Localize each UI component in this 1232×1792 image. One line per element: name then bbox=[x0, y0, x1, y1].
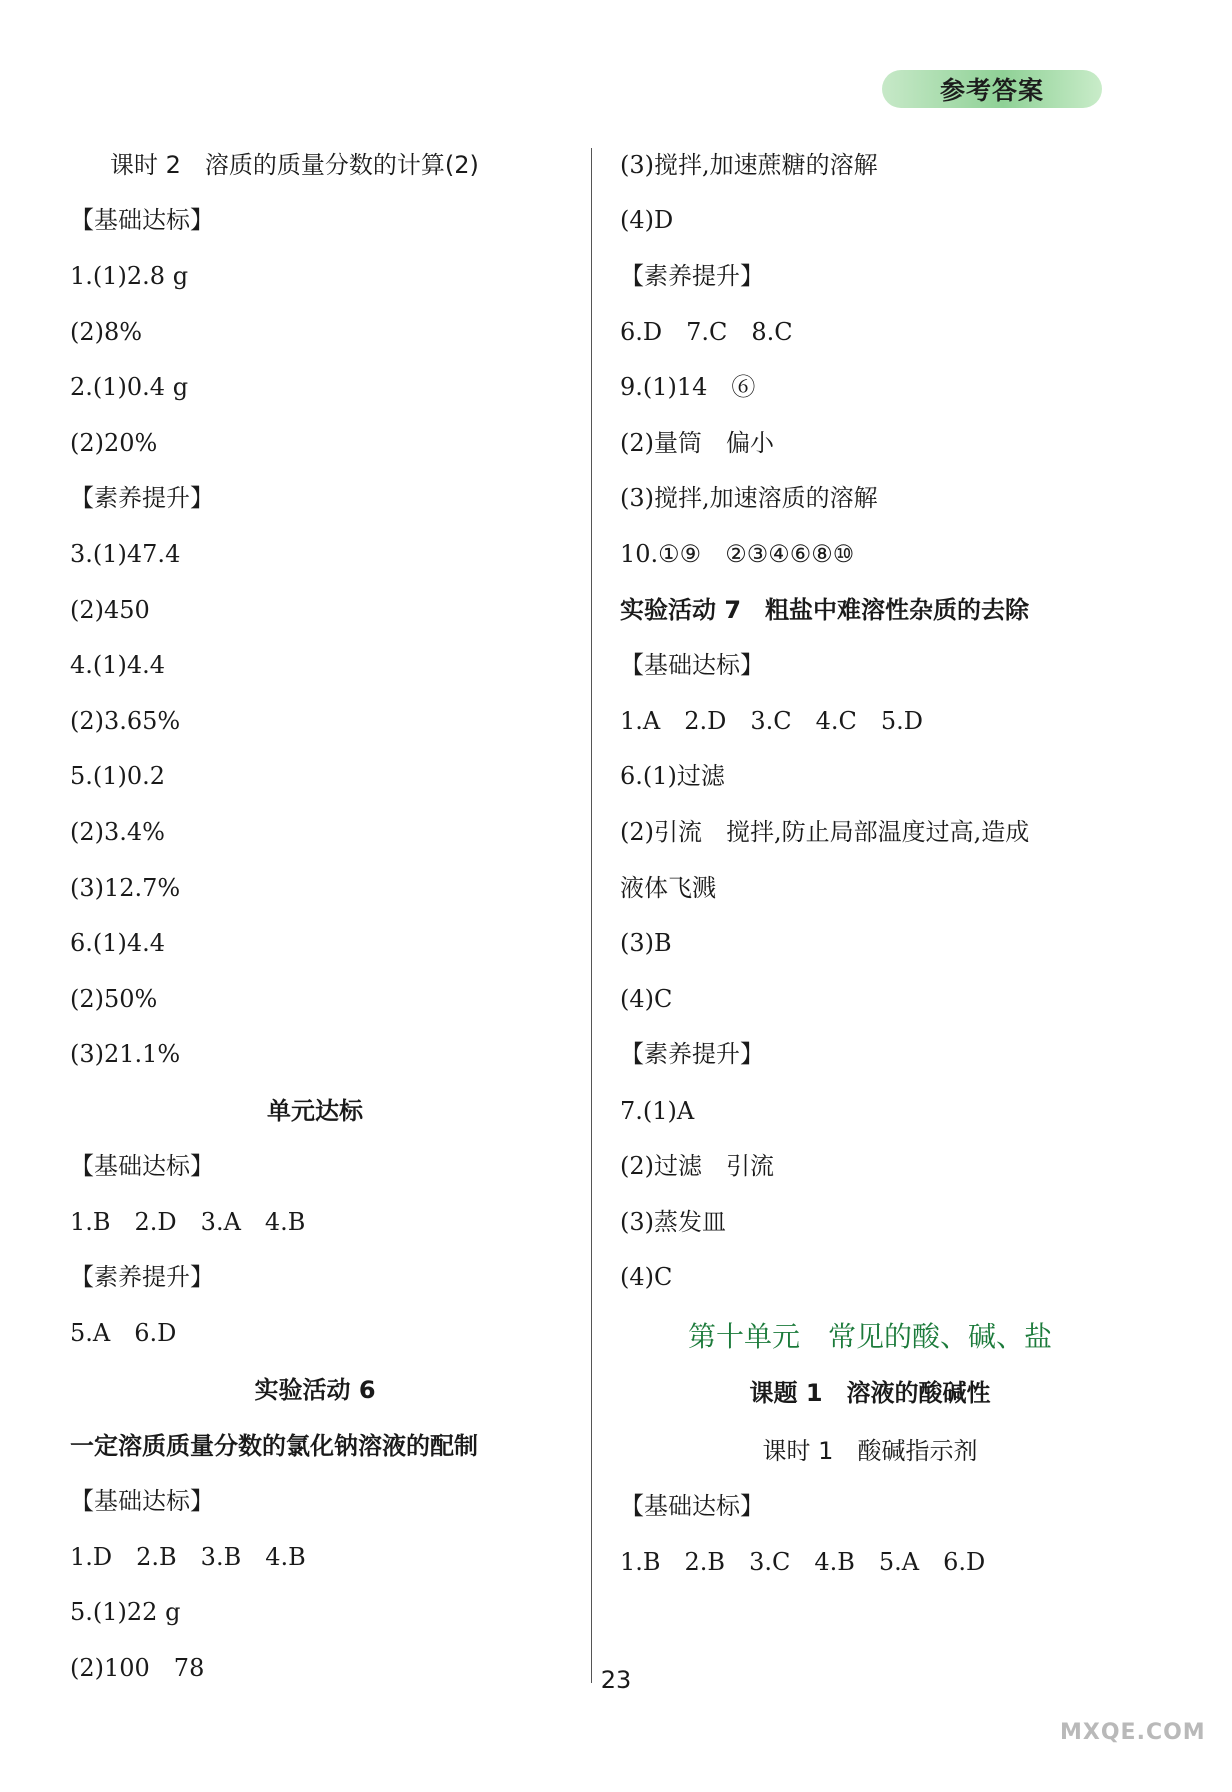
answer-line: 4.(1)4.4 bbox=[70, 651, 166, 679]
section-heading: 一定溶质质量分数的氯化钠溶液的配制 bbox=[70, 1432, 478, 1460]
section-heading: 实验活动 6 bbox=[254, 1376, 376, 1404]
answer-line: (4)C bbox=[620, 985, 673, 1013]
answer-line: (2)450 bbox=[70, 596, 150, 624]
answer-line: 5.A 6.D bbox=[70, 1319, 177, 1347]
answer-line: 6.D 7.C 8.C bbox=[620, 318, 793, 346]
section-label: 【素养提升】 bbox=[620, 1040, 764, 1068]
answer-line: 1.D 2.B 3.B 4.B bbox=[70, 1543, 306, 1571]
answer-line: 1.B 2.B 3.C 4.B 5.A 6.D bbox=[620, 1548, 986, 1576]
section-label: 【素养提升】 bbox=[70, 1263, 214, 1291]
answer-line: (2)8% bbox=[70, 318, 143, 346]
section-label: 【基础达标】 bbox=[620, 651, 764, 679]
answer-line: (4)D bbox=[620, 206, 674, 234]
answer-line: (2)过滤 引流 bbox=[620, 1152, 774, 1180]
answer-line: (2)50% bbox=[70, 985, 158, 1013]
answer-line: 3.(1)47.4 bbox=[70, 540, 181, 568]
section-label: 【基础达标】 bbox=[70, 206, 214, 234]
answer-line: (2)3.65% bbox=[70, 707, 181, 735]
answer-line: (3)搅拌,加速溶质的溶解 bbox=[620, 484, 878, 512]
watermark-logo: MXQE.COM bbox=[1060, 1720, 1206, 1745]
answer-line: 7.(1)A bbox=[620, 1097, 695, 1125]
answer-line: (3)蒸发皿 bbox=[620, 1208, 726, 1236]
lesson-subtitle: 课时 1 酸碱指示剂 bbox=[762, 1437, 978, 1465]
column-divider bbox=[591, 148, 592, 1683]
answer-line: 1.B 2.D 3.A 4.B bbox=[70, 1208, 306, 1236]
answer-line: 9.(1)14 ⑥ bbox=[620, 373, 756, 401]
section-heading: 单元达标 bbox=[267, 1097, 363, 1125]
section-label: 【素养提升】 bbox=[70, 484, 214, 512]
answer-line: (2)100 78 bbox=[70, 1654, 205, 1682]
section-label: 【基础达标】 bbox=[70, 1487, 214, 1515]
answer-line: (3)搅拌,加速蔗糖的溶解 bbox=[620, 151, 878, 179]
answer-line: 液体飞溅 bbox=[620, 874, 716, 902]
answer-line: (2)20% bbox=[70, 429, 158, 457]
answer-line: 1.(1)2.8 g bbox=[70, 262, 189, 290]
unit-title: 第十单元 常见的酸、碱、盐 bbox=[687, 1320, 1052, 1353]
answer-line: 1.A 2.D 3.C 4.C 5.D bbox=[620, 707, 924, 735]
lesson-subtitle: 课时 2 溶质的质量分数的计算(2) bbox=[110, 151, 479, 179]
answer-line: (3)12.7% bbox=[70, 874, 181, 902]
answer-line: (3)B bbox=[620, 929, 672, 957]
answer-line: 6.(1)过滤 bbox=[620, 762, 725, 790]
section-heading: 课题 1 溶液的酸碱性 bbox=[749, 1379, 991, 1407]
section-label: 【素养提升】 bbox=[620, 262, 764, 290]
answer-line: (2)引流 搅拌,防止局部温度过高,造成 bbox=[620, 818, 1030, 846]
section-heading: 实验活动 7 粗盐中难溶性杂质的去除 bbox=[620, 596, 1030, 624]
page-number: 23 bbox=[600, 1666, 632, 1694]
answer-line: 5.(1)0.2 bbox=[70, 762, 166, 790]
answer-line: (3)21.1% bbox=[70, 1040, 181, 1068]
section-label: 【基础达标】 bbox=[620, 1492, 764, 1520]
answer-line: 5.(1)22 g bbox=[70, 1598, 181, 1626]
answer-line: 6.(1)4.4 bbox=[70, 929, 166, 957]
answer-key-badge: 参考答案 bbox=[882, 70, 1102, 108]
answer-line: (2)3.4% bbox=[70, 818, 165, 846]
section-label: 【基础达标】 bbox=[70, 1152, 214, 1180]
answer-line: 2.(1)0.4 g bbox=[70, 373, 189, 401]
answer-line: (4)C bbox=[620, 1263, 673, 1291]
answer-line: (2)量筒 偏小 bbox=[620, 429, 774, 457]
answer-line: 10.①⑨ ②③④⑥⑧⑩ bbox=[620, 540, 855, 568]
